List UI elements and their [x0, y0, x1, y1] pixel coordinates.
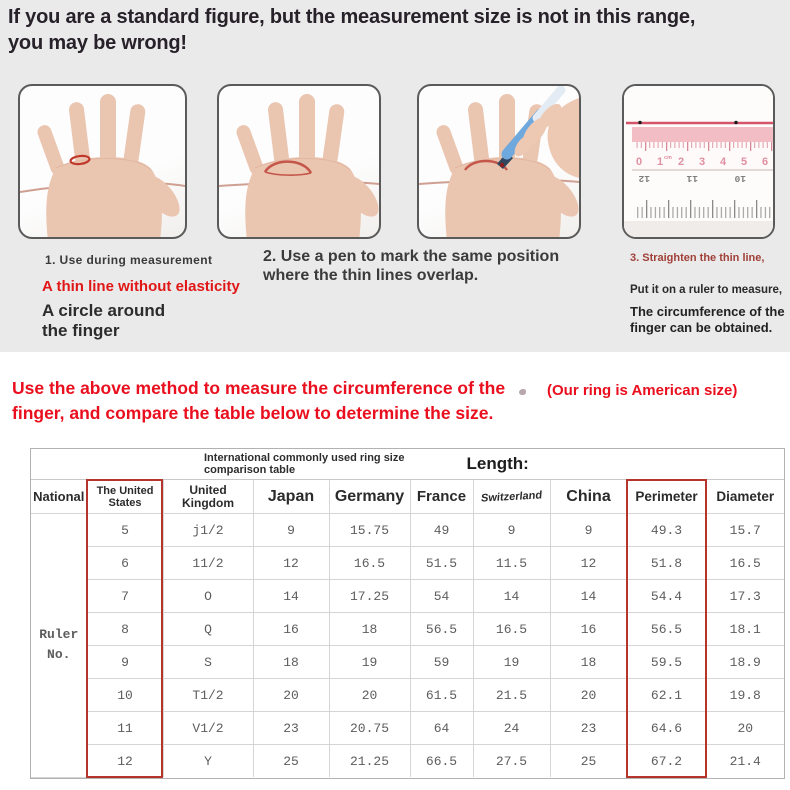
size-cell: S	[163, 646, 253, 679]
step3-photo	[417, 84, 581, 239]
step2-photo	[217, 84, 381, 239]
ruler-cm-6: 6	[762, 156, 769, 168]
table-row	[31, 712, 784, 745]
step3-bold-line2: finger can be obtained.	[630, 320, 773, 335]
step1-red-note: A thin line without elasticity	[42, 278, 240, 295]
ruler-cm-2: 2	[678, 156, 685, 168]
col-header-switzerland	[473, 480, 550, 514]
col-header-perimeter: Perimeter	[627, 480, 706, 514]
ruler-cm-3: 3	[699, 156, 706, 168]
size-cell: Y	[163, 745, 253, 778]
size-cell: 51.8	[627, 547, 706, 580]
size-cell: 14	[550, 580, 627, 613]
ruler-cm-5: 5	[741, 156, 748, 168]
table-row	[31, 580, 784, 613]
size-cell: 15.7	[706, 514, 784, 547]
size-cell: 59.5	[627, 646, 706, 679]
size-cell: 16	[550, 613, 627, 646]
size-cell: 61.5	[410, 679, 473, 712]
size-cell: 16.5	[473, 613, 550, 646]
col-header-france: France	[410, 480, 473, 514]
table-title-line2: comparison table	[204, 464, 296, 476]
size-cell: Q	[163, 613, 253, 646]
size-cell: 66.5	[410, 745, 473, 778]
table-row	[31, 646, 784, 679]
size-cell: 54.4	[627, 580, 706, 613]
size-cell: 17.25	[329, 580, 410, 613]
step3-red-note: 3. Straighten the thin line,	[630, 252, 765, 264]
size-cell: 21.25	[329, 745, 410, 778]
ruler-no-label: Ruler No.	[31, 514, 87, 778]
col-header-china: China	[550, 480, 627, 514]
size-cell: 59	[410, 646, 473, 679]
col-header-diameter: Diameter	[706, 480, 784, 514]
size-cell: 12	[550, 547, 627, 580]
size-cell: 20.75	[329, 712, 410, 745]
size-cell: 19.8	[706, 679, 784, 712]
ring-size-table	[31, 480, 784, 778]
step3-bold-note	[630, 304, 785, 336]
size-cell: 15.75	[329, 514, 410, 547]
step1-photo	[18, 84, 187, 239]
size-cell: 8	[87, 613, 163, 646]
step4-photo	[622, 84, 775, 239]
ruler-cm-4: 4	[720, 156, 727, 168]
size-cell: 11/2	[163, 547, 253, 580]
col-header-united-kingdom: United Kingdom	[163, 480, 253, 514]
american-size-note: (Our ring is American size)	[547, 382, 738, 399]
size-cell: 20	[550, 679, 627, 712]
size-cell: 12	[253, 547, 329, 580]
table-title-row	[31, 449, 784, 480]
size-cell: V1/2	[163, 712, 253, 745]
step3-mid-note: Put it on a ruler to measure,	[630, 284, 783, 296]
size-table-body	[31, 514, 784, 778]
size-cell: O	[163, 580, 253, 613]
table-row	[31, 547, 784, 580]
hand-thread-loop-illustration	[219, 86, 379, 237]
step1-bold-note	[42, 301, 165, 341]
pen-marking-illustration	[419, 86, 579, 237]
size-cell: 17.3	[706, 580, 784, 613]
size-cell: j1/2	[163, 514, 253, 547]
size-cell: 10	[87, 679, 163, 712]
step2-caption-line1: 2. Use a pen to mark the same position	[263, 248, 560, 265]
size-cell: 24	[473, 712, 550, 745]
ruler-inch-11: 11	[686, 173, 698, 184]
ruler-cm-0: 0	[636, 156, 643, 168]
size-cell: 21.4	[706, 745, 784, 778]
size-cell: 16	[253, 613, 329, 646]
size-comparison-table	[30, 448, 785, 779]
size-cell: 18	[329, 613, 410, 646]
table-title	[204, 452, 404, 477]
col-header-united-states: The United States	[87, 480, 163, 514]
measure-instruction	[12, 376, 505, 426]
table-header-row	[31, 480, 784, 514]
size-cell: 23	[550, 712, 627, 745]
step1-caption: 1. Use during measurement	[45, 253, 213, 267]
size-cell: 49	[410, 514, 473, 547]
size-cell: 14	[253, 580, 329, 613]
table-row	[31, 745, 784, 778]
size-cell: 18	[253, 646, 329, 679]
size-cell: 12	[87, 745, 163, 778]
size-cell: 49.3	[627, 514, 706, 547]
size-cell: 25	[550, 745, 627, 778]
measure-instruction-line2: finger, and compare the table below to determine the size.	[12, 403, 494, 423]
ruler-cm-1: 1	[657, 156, 664, 168]
size-cell: 21.5	[473, 679, 550, 712]
size-cell: 18.1	[706, 613, 784, 646]
size-cell: 9	[473, 514, 550, 547]
measure-instruction-line1: Use the above method to measure the circumference of the	[12, 378, 506, 398]
col-header-national: National	[31, 480, 87, 514]
measurement-hero-section	[0, 0, 790, 352]
size-cell: 51.5	[410, 547, 473, 580]
size-cell: 16.5	[706, 547, 784, 580]
size-cell: 9	[550, 514, 627, 547]
col-header-japan: Japan	[253, 480, 329, 514]
step2-caption-line2: where the thin lines overlap.	[263, 267, 479, 284]
length-label: Length:	[466, 454, 529, 473]
step1-bold-line2: the finger	[42, 321, 120, 340]
size-cell: 16.5	[329, 547, 410, 580]
size-cell: 25	[253, 745, 329, 778]
step1-bold-line1: A circle around	[42, 301, 166, 320]
size-cell: 19	[329, 646, 410, 679]
size-cell: 62.1	[627, 679, 706, 712]
size-cell: 5	[87, 514, 163, 547]
page-title	[8, 4, 778, 56]
size-cell: 9	[253, 514, 329, 547]
size-cell: 20	[329, 679, 410, 712]
switzerland-label: Switzerland	[480, 488, 543, 505]
size-cell: 56.5	[627, 613, 706, 646]
size-cell: 64	[410, 712, 473, 745]
size-cell: 20	[253, 679, 329, 712]
table-row	[31, 679, 784, 712]
step3-bold-line1: The circumference of the	[630, 304, 785, 319]
size-cell: 23	[253, 712, 329, 745]
size-cell: 11.5	[473, 547, 550, 580]
table-row	[31, 613, 784, 646]
size-cell: 6	[87, 547, 163, 580]
size-cell: 64.6	[627, 712, 706, 745]
size-cell: 9	[87, 646, 163, 679]
ruler-cm-unit: cm	[664, 155, 672, 161]
size-cell: 14	[473, 580, 550, 613]
size-cell: 54	[410, 580, 473, 613]
cursor-artifact-dot	[519, 389, 526, 395]
page-title-line1: If you are a standard figure, but the measurement size is not in this range,	[8, 6, 696, 28]
size-cell: 18.9	[706, 646, 784, 679]
size-cell: T1/2	[163, 679, 253, 712]
table-title-line1: International commonly used ring size	[204, 451, 405, 464]
step2-caption	[263, 247, 559, 285]
size-cell: 20	[706, 712, 784, 745]
size-cell: 11	[87, 712, 163, 745]
col-header-germany: Germany	[329, 480, 410, 514]
ruler-inch-12: 12	[638, 173, 650, 184]
size-cell: 67.2	[627, 745, 706, 778]
hand-thread-illustration	[20, 86, 185, 237]
page-title-line2: you may be wrong!	[8, 32, 187, 54]
ruler-illustration	[624, 86, 773, 237]
ruler-inch-10: 10	[734, 173, 746, 184]
size-cell: 18	[550, 646, 627, 679]
size-cell: 7	[87, 580, 163, 613]
size-cell: 19	[473, 646, 550, 679]
table-row	[31, 514, 784, 547]
size-cell: 27.5	[473, 745, 550, 778]
size-cell: 56.5	[410, 613, 473, 646]
